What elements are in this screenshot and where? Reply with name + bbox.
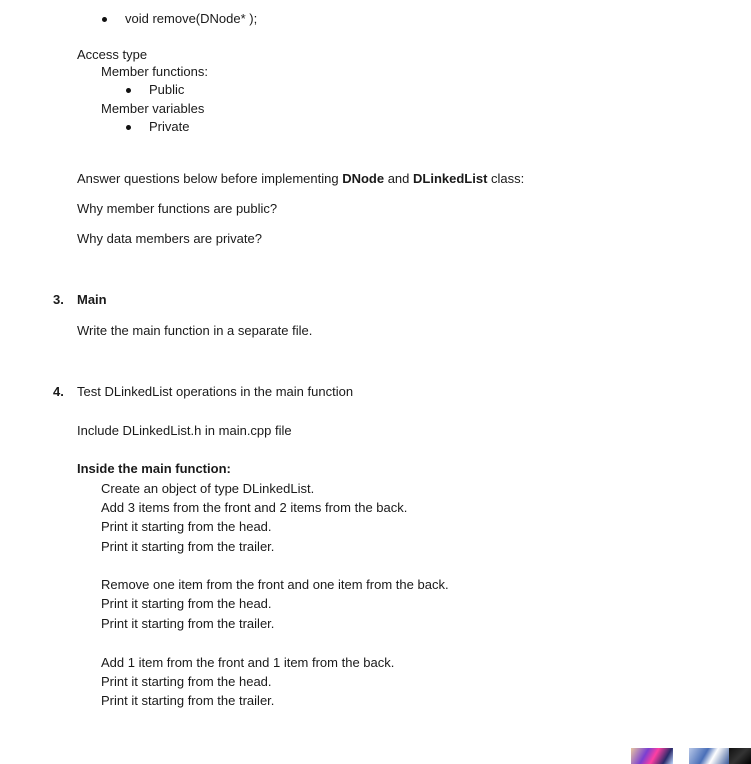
question-1: Why member functions are public? [77, 201, 278, 216]
step-10: Print it starting from the trailer. [101, 693, 275, 708]
dlinkedlist-class-name: DLinkedList [413, 171, 488, 186]
step-4: Print it starting from the trailer. [101, 539, 275, 554]
step-8: Add 1 item from the front and 1 item from the back. [101, 655, 395, 670]
section-3-text: Write the main function in a separate file. [77, 323, 313, 338]
questions-intro-suffix: class: [487, 171, 525, 186]
questions-intro-mid: and [384, 171, 414, 186]
questions-intro-prefix: Answer questions below before implementing [77, 171, 343, 186]
bullet-dot [102, 17, 107, 22]
thumbnail-image[interactable] [689, 748, 729, 764]
step-6: Print it starting from the head. [101, 596, 272, 611]
thumbnail-image[interactable] [729, 748, 751, 764]
member-variables-label: Member variables [101, 101, 205, 116]
section-3-title: Main [77, 292, 107, 307]
member-variables-value: Private [149, 119, 190, 134]
step-1: Create an object of type DLinkedList. [101, 481, 315, 496]
inside-main-heading: Inside the main function: [77, 461, 231, 476]
questions-intro [77, 171, 524, 187]
section-4-number: 4. [53, 384, 64, 399]
step-3: Print it starting from the head. [101, 519, 272, 534]
member-functions-label: Member functions: [101, 64, 208, 79]
step-2: Add 3 items from the front and 2 items from the back. [101, 500, 408, 515]
section-4-title: Test DLinkedList operations in the main function [77, 384, 354, 399]
section-4-include: Include DLinkedList.h in main.cpp file [77, 423, 292, 438]
question-2: Why data members are private? [77, 231, 262, 246]
dnode-class-name: DNode [342, 171, 385, 186]
thumbnail-image[interactable] [631, 748, 673, 764]
member-functions-value: Public [149, 82, 185, 97]
step-5: Remove one item from the front and one item from the back. [101, 577, 449, 592]
bullet-dot [126, 125, 131, 130]
access-type-heading: Access type [77, 47, 148, 62]
step-7: Print it starting from the trailer. [101, 616, 275, 631]
section-3-number: 3. [53, 292, 64, 307]
method-remove: void remove(DNode* ); [125, 11, 258, 26]
step-9: Print it starting from the head. [101, 674, 272, 689]
bullet-dot [126, 88, 131, 93]
